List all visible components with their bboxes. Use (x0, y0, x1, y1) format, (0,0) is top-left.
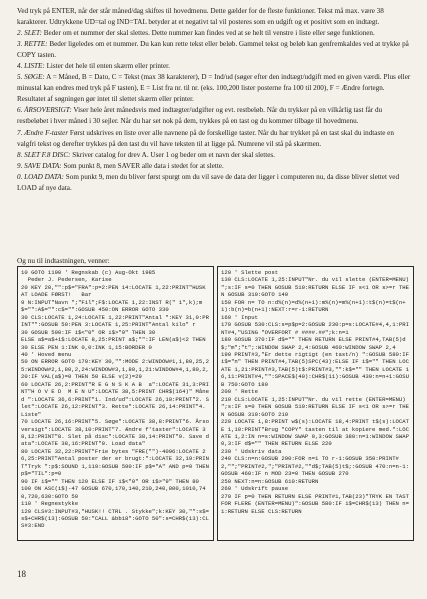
intro-paragraph: Ved tryk på ENTER, når der står måned/dag skiftes til hovedmenu. Dette gælder for de fleste funktioner. Tekst må max. være 38 karakterer. Udtrykkene UD=tal og IND=TAL betyder at et negativt tal vil posteres som en udgift og et positivt som en indtægt. (17, 7, 384, 27)
instruction-load-data (17, 172, 413, 194)
instruction-body: Beder ligeledes om et nummer. Du kan kun rette tekst eller beløb. Gammel tekst og beløb kan genfremkaldes ved at trykke på COPY tasten. (17, 40, 409, 60)
instruction-save-data (17, 161, 413, 172)
instruction-body: Først udskrives en liste over alle navnene på de forskellige taster. Når du har trykket på en tast skal du indtaste en valgfri tekst og derefter trykkes på den tast du vil have teksten til at ligge på. Numrene vil stå på skærmen. (17, 128, 394, 148)
instruction-lead: 3. RETTE: (17, 40, 48, 49)
instruction-lead: 7. Ændre F-taster (17, 128, 69, 137)
instruction-lead: 6. ÅRSOVERSIGT: (17, 106, 72, 115)
instruction-body: Som punkt 8, men SAVER alle data i stedet for at slette. (61, 161, 224, 170)
typein-heading: Og nu til indtastningen, venner: (17, 256, 110, 265)
program-listing-right (217, 266, 414, 541)
instruction-lead: 0. LOAD DATA: (17, 172, 65, 181)
listing-code-right: 120 ' Slette post 130 CLS:LOCATE 1,25:INPUT"Nr. du vil slette (ENTER=MENU) ";s:IF s=0 THEN GOSUB 510:RETURN ELSE IF s<1 OR s>=r THEN GOSUB 310:GOTO 140 150 FOR n= TO n:d%(n)=d%(n+1):m%(n)=m%(n+1):t$(n)=t$(n+1):b(n)=b(n+1):NEXT:r=r-1:RETURN 160 ' Input 170 GOSUB 530:CLS:s=p$p=2:GOSUB 230:p=s:LOCATE#4,4,1:PRINT#4,"USING "OVERFORT # ####.##";k:n=1 180 GOSUB 370:IF d$="" THEN RETURN ELSE PRINT#4,TAB(5)d$;"m";"t";:WINDOW SWAP 2,4:GOSUB 460:WINDOW SWAP 2,4 190 PRINT#3,"Er dette rigtigt (en tast/n) ":GOSUB 580:IF i$="n" THEN PRINT#4,TAB(5)SPC(43):ELSE IF i$="" THEN LOCATE 1,21:PRINT#3,TAB(5)t$:PRINT#3,"":k$="" THEN LOCATE 16,11:PRINT#4,"":SPACE$(40):CHR$(11):GOSUB 430:n=n+1:GOSUB 750:GOTO 180 200 ' Rette 210 CLS:LOCATE 1,25:INPUT"Nr. du vil rette (ENTER=MENU) ";s:IF s=0 THEN GOSUB 510:RETURN ELSE IF s<1 OR s>=r THEN GOSUB 310:GOTO 210 220 LOCATE 1,8:PRINT w$(s):LOCATE 18,4:PRINT t$(s):LOCATE 1,10:PRINT"Brug "COPY" tasten til at kopiere med.":LOCATE 1,2:IN n=s:WINDOW SWAP 0,3:GOSUB 380:n=1:WINDOW SWAP 0,3:IF d$="" THEN RETURN ELSE 220 230 ' Udskriv data 240 CLS:n=n:GOSUB 290:FOR n=1 TO r-1:GOSUB 350:PRINT#2,"";"PRINT#2,";"PRINT#2,""d$;TAB(5)t$;:GOSUB 470:n=n-1:GOSUB 460:IF n MOD 23=0 THEN GOSUB 270 250 NEXT:n=n:GOSUB 610:RETURN 260 ' Udskrift pause 270 IF p=0 THEN RETURN ELSE PRINT#1,TAB(23)"TRYK EN TAST FOR FLERE (ENTER=MENU)":GOSUB 580:IF i$=CHR$(13) THEN n=1:RETURN ELSE CLS:RETURN (221, 269, 409, 515)
instruction-body: Skriver catalog for drev A. User 1 og beder om et navn der skal slettes. (70, 150, 275, 159)
instruction-slet-disc (17, 150, 413, 161)
page-number: 18 (17, 569, 26, 579)
instruction-body: Som punkt 9, men du bliver først spurgt om du vil save de data der ligger i computeren nu, da disse bliver slettet ved LOAD af nye data. (17, 172, 400, 192)
instruction-lead: 8. SLET F.8 DISC: (17, 150, 71, 159)
instruction-body: Beder om et nummer der skal slettes. Dette nummer kan findes ved at se helt til venstre i liste eller søge funktionen. (42, 29, 375, 38)
instruction-body: A = Måned, B = Dato, C = Tekst (max 38 karakterer), D = Ind/ud (søger efter den indtægt/udgift med en given værdi. Plus eller minustal kan endres med tryk på F tasten), E = List fra nr. til nr. (eks. 100,200 lister posterne fra 100 til 200), F = Ændre fortegn. Resultatet af søgningen gør intet til slettet skærm eller printer. (17, 73, 411, 104)
instruction-lead: 2. SLET: (17, 29, 42, 38)
instruction-lead: 5. SØGE: (17, 73, 45, 82)
instructions-text (17, 6, 413, 194)
listing-code-left: 10 GOTO 1190 ' Regnskab (c) Aug-Okt 1985 Peder J. Pedersen, Karise 20 KEY 20,"":p$="FRA":p=2:PEN 14:LOCATE 1,22:PRINT"HUSK AT LOADE FØRST! Bar 9 N:INPUT"Navn ";"Fil";F$:LOCATE 1,22:INST R(" 1",k);m$="":A$="":c$="":GOSUB 450:ON ERROR GOTO 330 30 CLS:LOCATE 1,24:LOCATE 1,22:PRINT"Antal ":KEY 31,0:PRINT"":GOSUB 50:PEN 3:LOCATE 1,25:PRINT"Antal kilo" r 30 GOSUB 590:IF i$<"0" OR i$>"9" THEN 30 ELSE a$=a$+i$:LOCATE 8,25:PRINT a$;"":IF LEN(a$)<2 THEN 30 ELSE PEN 1:INK 0,0:INK 1,15:BORDER 0 40 ' Hoved menu 50 ON ERROR GOTO 170:KEY 30,"":MODE 2:WINDOW#1,1,80,25,25:WINDOW#2,1,80,2,24:WINDOW#3,1,80,1,21:WINDOW#4,1,80,2,20:IF VAL(a$)=0 THEN 50 ELSE v(2)=29 60 LOCATE 26,2:PRINT"R E G N S K A B a":LOCATE 31,3:PRINT"H O V E D M E N U":LOCATE 38,5:PRINT CHR$(164)" Måned ":LOCATE 36,6:PRINT"1. Ind/ud":LOCATE 26,10:PRINT"2. Slet":LOCATE 26,12:PRINT"3. Rette":LOCATE 26,14:PRINT"4. Liste" 70 LOCATE 26,16:PRINT"5. Søge":LOCATE 38,8:PRINT"6. Årsoversigt":LOCATE 38,10:PRINT"7. Ændre f'taster":LOCATE 38,12:PRINT"8. Slet på disc":LOCATE 38,14:PRINT"9. Save data":LOCATE 38,16:PRINT"0. Load data" 80 LOCATE 32,22:PRINT"Frie bytes "FRE("")-4096:LOCATE 26,25:PRINT"Antal poster der er brugt:":LOCATE 32,19:PRINT"Tryk ":p$:SOUND 1,119:GOSUB 590:IF p$="A" AND p=0 THEN p$="TIL":p=0 90 IF i$="" THEN 120 ELSE IF i$<"0" OR i$>"9" THEN 80 100 ON ASC(i$)-47 GOSUB 670,170,140,210,240,800,1010,740,720,630:GOTO 50 110 ' Regnestykke 120 CLS#3:INPUT#3,"HUSK!! CTRL . Stykke";k:KEY 30,"":s$=s$+CHR$(13):GOSUB 50:"CALL &bb18":GOTO 50":s=CHR$(13):CLS#3:END (21, 269, 209, 530)
instruction-body: Lister det hele til enten skærm eller printer. (44, 62, 170, 71)
instruction-lead: 4. LISTE: (17, 62, 45, 71)
instruction-soege (17, 72, 413, 105)
instruction-rette (17, 39, 413, 61)
instruction-aendre-f-taster (17, 128, 413, 150)
instruction-lead: 9. SAVE DATA: (17, 161, 62, 170)
program-listing-left (17, 266, 214, 541)
instruction-body: Viser hele året månedsvis med indtægter/udgifter og evt. restbeløb. Når du trykker på en vilkårlig tast får du restbeløbet i hver måned i 30 sejler. Når du har set nok på dem, trykkes på en tast og du kommer tilbage til hovedmenu. (17, 106, 383, 126)
instruction-aarsoversigt (17, 105, 413, 127)
instruction-liste (17, 61, 413, 72)
instruction-slet (17, 28, 413, 39)
